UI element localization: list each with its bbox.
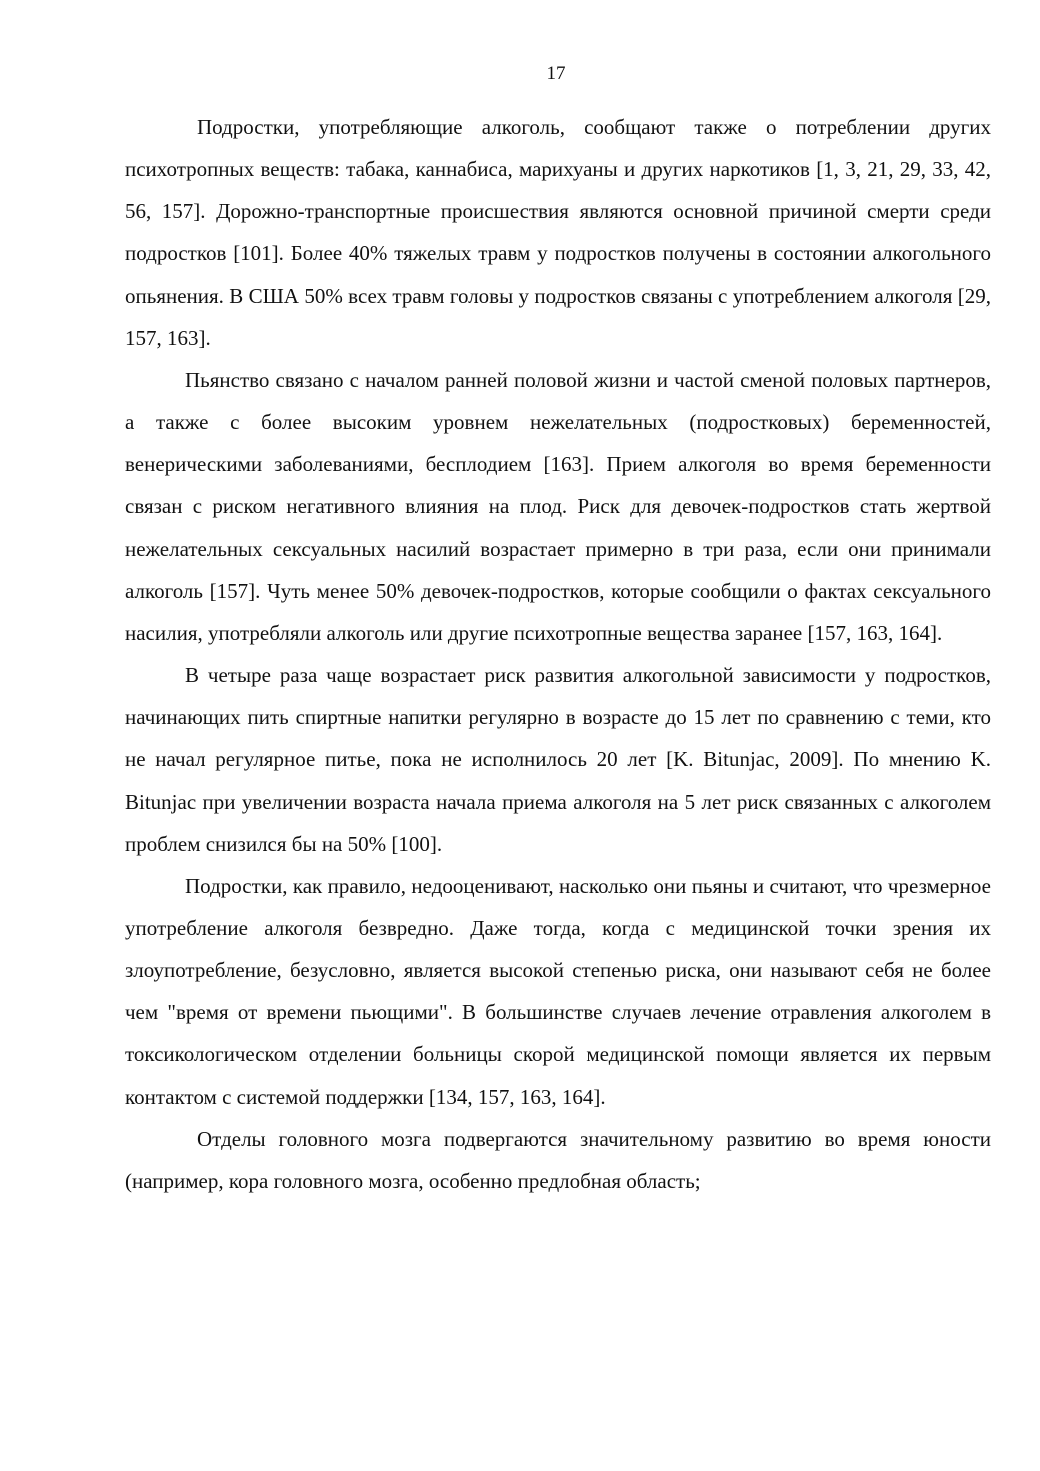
body-text <box>125 106 991 1202</box>
page-number: 17 <box>546 63 566 84</box>
paragraph-teen-substance-use: Подростки, употребляющие алкоголь, сообщают также о потреблении других психотропных веществ: табака, каннабиса, марихуаны и других наркотиков [1, 3, 21, 29, 33, 42, 56, 157]. Дорожно-транспортные происшествия являются основной причиной смерти среди подростков [101]. Более 40% тяжелых травм у подростков получены в состоянии алкогольного опьянения. В США 50% всех травм головы у подростков связаны с употреблением алкоголя [29, 157, 163]. <box>125 115 991 350</box>
paragraph-drinking-consequences: Пьянство связано с началом ранней половой жизни и частой сменой половых партнеров, а также с более высоким уровнем нежелательных (подростковых) беременностей, венерическими заболеваниями, бесплодием [163]. Прием алкоголя во время беременности связан с риском негативного влияния на плод. Риск для девочек-подростков стать жертвой нежелательных сексуальных насилий возрастает примерно в три раза, если они принимали алкоголь [157]. Чуть менее 50% девочек-подростков, которые сообщили о фактах сексуального насилия, употребляли алкоголь или другие психотропные вещества заранее [157, 163, 164]. <box>125 367 991 645</box>
paragraph-underestimation: Подростки, как правило, недооценивают, насколько они пьяны и считают, что чрезмерное употребление алкоголя безвредно. Даже тогда, когда с медицинской точки зрения их злоупотребление, безусловно, является высокой степенью риска, они называют себя не более чем "время от времени пьющими". В большинстве случаев лечение отравления алкоголем в токсикологическом отделении больницы скорой медицинской помощи является их первым контактом с системой поддержки [134, 157, 163, 164]. <box>125 873 991 1109</box>
paragraph-dependence-risk: В четыре раза чаще возрастает риск развития алкогольной зависимости у подростков, начинающих пить спиртные напитки регулярно в возрасте до 15 лет по сравнению с теми, кто не начал регулярное питье, пока не исполнилось 20 лет [K. Bitunjac, 2009]. По мнению K. Bitunjac при увеличении возраста начала приема алкоголя на 5 лет риск связанных с алкоголем проблем снизился бы на 50% [100]. <box>125 663 991 856</box>
paragraph-brain-development: Отделы головного мозга подвергаются значительному развитию во время юности (например, кора головного мозга, особенно предлобная область; <box>125 1126 991 1193</box>
